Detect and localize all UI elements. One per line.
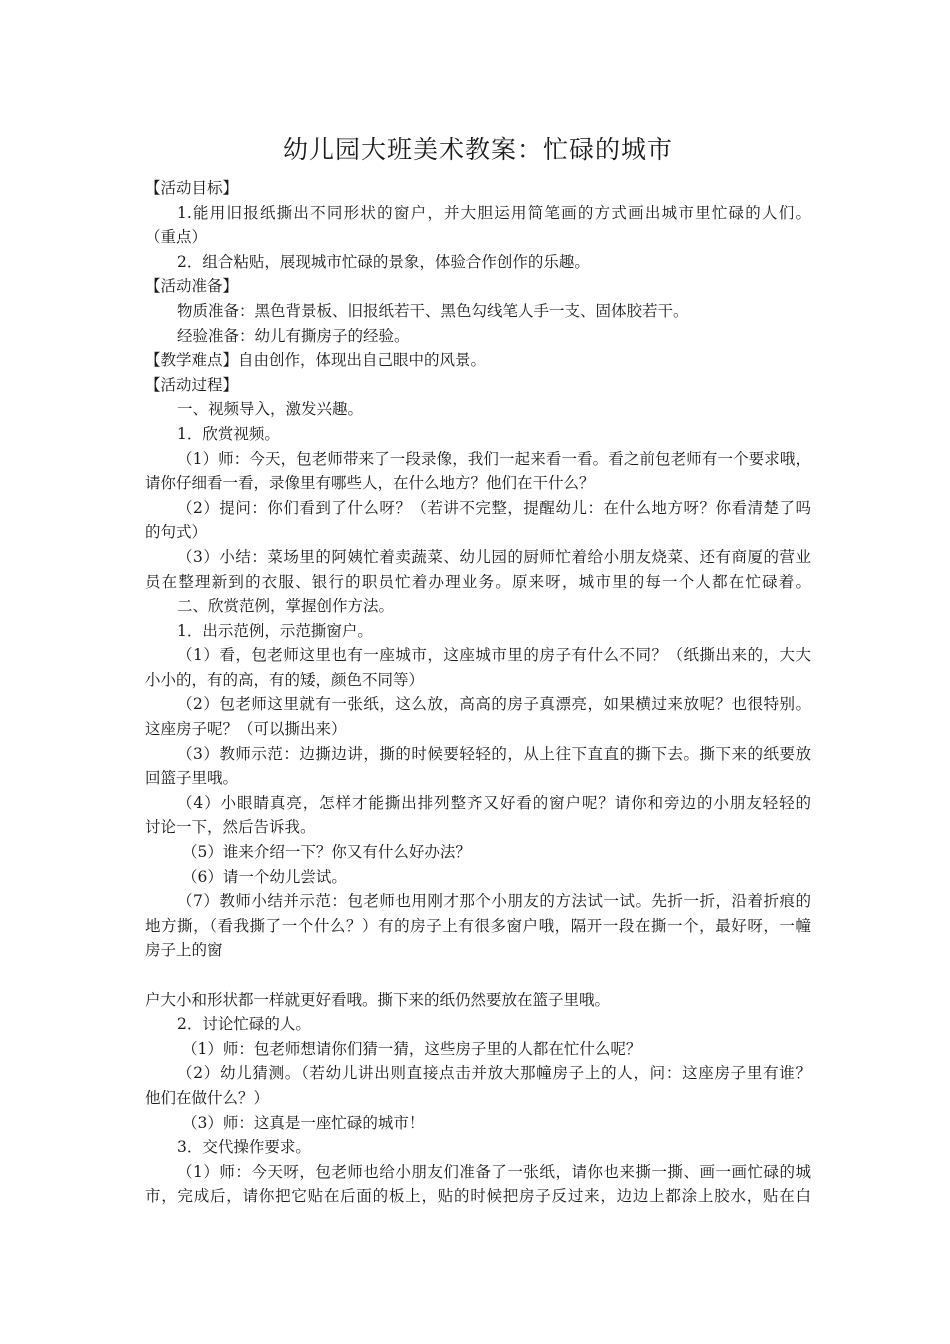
text-line: 回篮子里哦。 bbox=[145, 769, 239, 788]
text-line: 市，完成后，请你把它贴在后面的板上，贴的时候把房子反过来，边边上都涂上胶水，贴在白 bbox=[145, 1187, 811, 1206]
text-line: 1．出示范例，示范撕窗户。 bbox=[177, 621, 373, 640]
text-line: 讨论一下，然后告诉我。 bbox=[145, 818, 316, 837]
text-line: （4）小眼睛真亮，怎样才能撕出排列整齐又好看的窗户呢？请你和旁边的小朋友轻轻的 bbox=[177, 793, 811, 812]
text-line: （2）幼儿猜测。（若幼儿讲出则直接点击并放大那幢房子上的人，问：这座房子里有谁？ bbox=[177, 1064, 811, 1083]
text-line: （重点） bbox=[145, 228, 208, 247]
text-line: 3．交代操作要求。 bbox=[177, 1138, 311, 1157]
text-line: 房子上的窗 bbox=[145, 941, 223, 960]
text-line: （7）教师小结并示范：包老师也用刚才那个小朋友的方法试一试。先折一折，沿着折痕的 bbox=[177, 892, 811, 911]
text-line: （1）师：今天，包老师带来了一段录像，我们一起来看一看。看之前包老师有一个要求哦， bbox=[177, 449, 811, 468]
text-line: 【活动过程】 bbox=[145, 375, 239, 394]
text-line: （2）提问：你们看到了什么呀？（若讲不完整，提醒幼儿：在什么地方呀？你看清楚了吗 bbox=[177, 498, 811, 517]
text-line: 请你仔细看一看，录像里有哪些人，在什么地方？他们在干什么？ bbox=[145, 474, 595, 493]
text-line: 【教学难点】自由创作，体现出自己眼中的风景。 bbox=[145, 351, 487, 370]
document-body bbox=[145, 176, 811, 1209]
text-line: （6）请一个幼儿尝试。 bbox=[182, 867, 347, 886]
text-line: （3）教师示范：边撕边讲，撕的时候要轻轻的，从上往下直直的撕下去。撕下来的纸要放 bbox=[177, 744, 811, 763]
document-title: 幼儿园大班美术教案：忙碌的城市 bbox=[282, 135, 673, 164]
text-line: 经验准备：幼儿有撕房子的经验。 bbox=[177, 326, 410, 345]
text-line: 2．讨论忙碌的人。 bbox=[177, 1015, 311, 1034]
text-line: 【活动目标】 bbox=[145, 179, 239, 197]
text-line: （3）师：这真是一座忙碌的城市！ bbox=[182, 1113, 425, 1132]
text-line: （5）谁来介绍一下？你又有什么好办法？ bbox=[182, 843, 471, 862]
text-line: 【活动准备】 bbox=[145, 277, 239, 296]
text-line: 二、欣赏范例，掌握创作方法。 bbox=[177, 597, 395, 616]
text-line: 2．组合粘贴，展现城市忙碌的景象，体验合作创作的乐趣。 bbox=[177, 252, 590, 271]
text-line: （2）包老师这里就有一张纸，这么放，高高的房子真漂亮，如果横过来放呢？也很特别。 bbox=[177, 695, 811, 714]
text-line: （1）看，包老师这里也有一座城市，这座城市里的房子有什么不同？（纸撕出来的，大大 bbox=[177, 646, 811, 665]
text-line: 小小的，有的高，有的矮，颜色不同等） bbox=[145, 670, 425, 689]
text-line: （1）师：包老师想请你们猜一猜，这些房子里的人都在忙什么呢？ bbox=[182, 1039, 642, 1058]
document-page bbox=[145, 130, 811, 1209]
page-break-gap bbox=[145, 963, 811, 988]
text-line: 的句式） bbox=[145, 523, 208, 542]
text-line: 他们在做什么？） bbox=[145, 1088, 270, 1107]
text-line: 物质准备：黑色背景板、旧报纸若干、黑色勾线笔人手一支、固体胶若干。 bbox=[177, 301, 689, 320]
text-line: （1）师：今天呀，包老师也给小朋友们准备了一张纸，请你也来撕一撕、画一画忙碌的城 bbox=[177, 1162, 811, 1181]
text-line: 员在整理新到的衣服、银行的职员忙着办理业务。原来呀，城市里的每一个人都在忙碌着。 bbox=[145, 572, 811, 591]
text-line: 这座房子呢？（可以撕出来） bbox=[145, 720, 347, 739]
text-line: 户大小和形状都一样就更好看哦。撕下来的纸仍然要放在篮子里哦。 bbox=[145, 990, 611, 1009]
text-line: 1.能用旧报纸撕出不同形状的窗户，并大胆运用简笔画的方式画出城市里忙碌的人们。 bbox=[177, 203, 811, 222]
text-line: 地方撕，（看我撕了一个什么？）有的房子上有很多窗户哦，隔开一段在撕一个，最好呀，一幢 bbox=[145, 916, 811, 935]
text-line: 1．欣赏视频。 bbox=[177, 424, 280, 443]
text-line: 一、视频导入，激发兴趣。 bbox=[177, 400, 364, 419]
text-line: （3）小结：菜场里的阿姨忙着卖蔬菜、幼儿园的厨师忙着给小朋友烧菜、还有商厦的营业 bbox=[177, 547, 811, 566]
